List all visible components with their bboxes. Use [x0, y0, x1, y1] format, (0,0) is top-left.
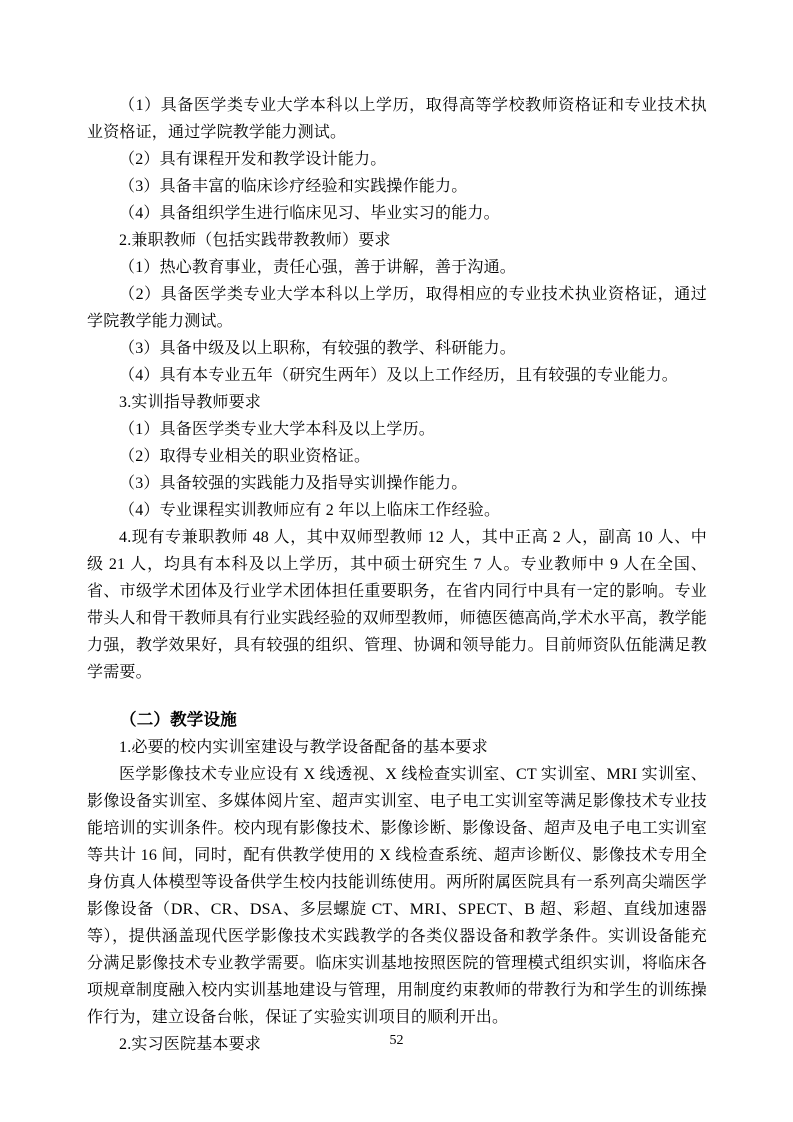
trainer-requirement-item-3: （3）具备较强的实践能力及指导实训操作能力。 [119, 475, 468, 492]
document-content [87, 92, 707, 1058]
parttime-teacher-title: 2.兼职教师（包括实践带教教师）要求 [119, 232, 391, 249]
fulltime-requirement-item-1: （1）具备医学类专业大学本科以上学历，取得高等学校教师资格证和专业技术执业资格证，通过学院教学能力测试。 [87, 97, 707, 141]
parttime-requirement-item-4: （4）具有本专业五年（研究生两年）及以上工作经历，且有较强的专业能力。 [119, 367, 679, 384]
trainer-teacher-title: 3.实训指导教师要求 [119, 394, 262, 411]
campus-training-room-body: 医学影像技术专业应设有 X 线透视、X 线检查实训室、CT 实训室、MRI 实训室、影像设备实训室、多媒体阅片室、超声实训室、电子电工实训室等满足影像技术专业技能培训的实训条件。校内现有影像技术、影像诊断、影像设备、超声及电子电工实训室等共计 16 间，同时，配有供教学使用的 X 线检查系统、超声诊断仪、影像技术专用全身仿真人体模型等设备供学生校内技能训练使用。两所附属医院具有一系列高尖端医学影像设备（DR、CR、DSA、多层螺旋 CT、MRI、SPECT、B 超、彩超、直线加速器等），提供涵盖现代医学影像技术实践教学的各类仪器设备和教学条件。实训设备能充分满足影像技术专业教学需要。临床实训基地按照医院的管理模式组织实训，将临床各项规章制度融入校内实训基地建设与管理，用制度约束教师的带教行为和学生的训练操作行为，建立设备台帐，保证了实验实训项目的顺利开出。 [87, 766, 707, 1026]
fulltime-requirement-item-2: （2）具有课程开发和教学设计能力。 [119, 151, 387, 168]
staff-summary-paragraph: 4.现有专兼职教师 48 人，其中双师型教师 12 人，其中正高 2 人，副高 10 人、中级 21 人，均具有本科及以上学历，其中硕士研究生 7 人。专业教师中 9 人在全国、省、市级学术团体及行业学术团体担任重要职务，在省内同行中具有一定的影响。专业带头人和骨干教师具有行业实践经验的双师型教师，师德医德高尚,学术水平高，教学能力强，教学效果好，具有较强的组织、管理、协调和领导能力。目前师资队伍能满足教学需要。 [87, 529, 707, 681]
facilities-section-heading: （二）教学设施 [120, 711, 237, 729]
parttime-requirement-item-1: （1）热心教育事业，责任心强，善于讲解，善于沟通。 [119, 259, 517, 276]
fulltime-requirement-item-4: （4）具备组织学生进行临床见习、毕业实习的能力。 [119, 205, 500, 222]
parttime-requirement-item-3: （3）具备中级及以上职称，有较强的教学、科研能力。 [119, 340, 517, 357]
trainer-requirement-item-2: （2）取得专业相关的职业资格证。 [119, 448, 371, 465]
campus-training-room-title: 1.必要的校内实训室建设与教学设备配备的基本要求 [119, 739, 488, 756]
page-number: 52 [389, 1033, 404, 1048]
internship-hospital-title: 2.实习医院基本要求 [119, 1036, 262, 1053]
trainer-requirement-item-1: （1）具备医学类专业大学本科及以上学历。 [119, 421, 436, 438]
parttime-requirement-item-2: （2）具备医学类专业大学本科以上学历，取得相应的专业技术执业资格证，通过学院教学能力测试。 [87, 286, 707, 330]
fulltime-requirement-item-3: （3）具备丰富的临床诊疗经验和实践操作能力。 [119, 178, 468, 195]
trainer-requirement-item-4: （4）专业课程实训教师应有 2 年以上临床工作经验。 [119, 502, 501, 519]
